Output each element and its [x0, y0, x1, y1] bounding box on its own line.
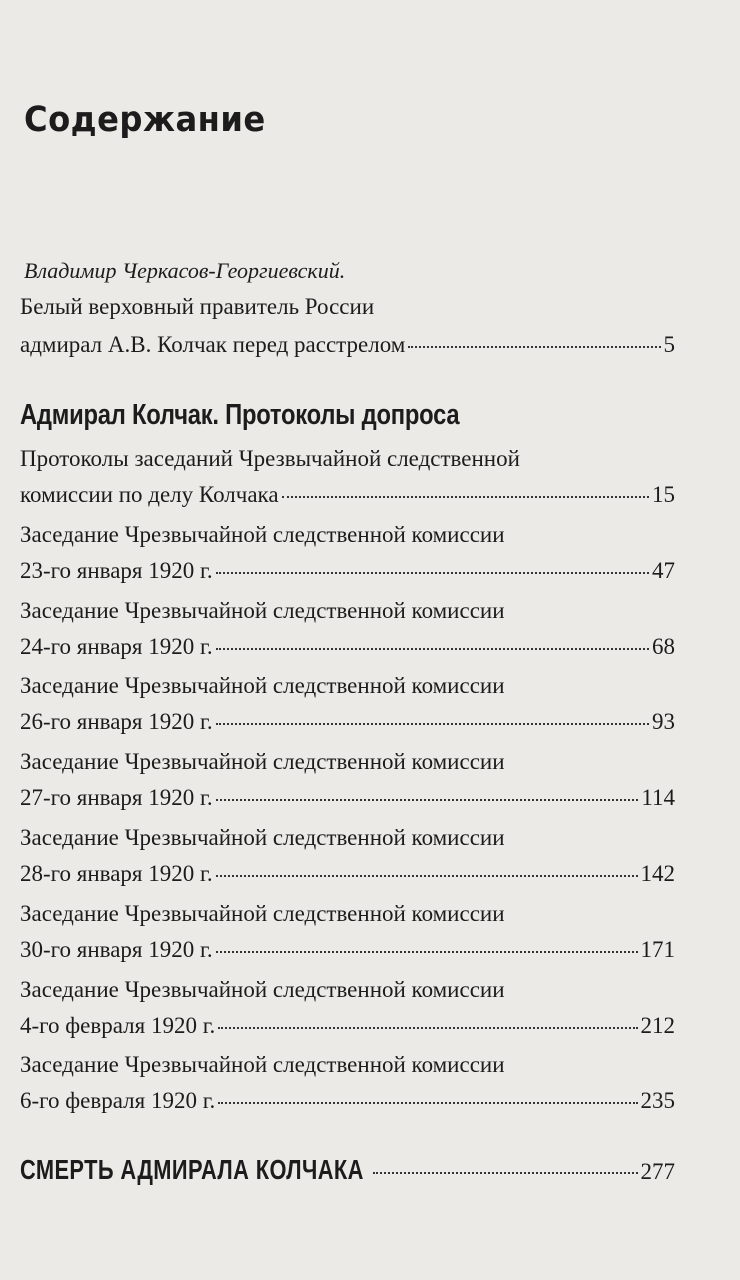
section-heading-interrogation: Адмирал Колчак. Протоколы допроса: [20, 399, 460, 431]
dot-leader: [216, 951, 638, 953]
toc-entry-title: Заседание Чрезвычайной следственной комиссии: [20, 749, 505, 774]
toc-entry-page-number: 93: [652, 709, 675, 734]
toc-entry-date: 23-го января 1920 г.: [20, 558, 213, 583]
toc-entry[interactable]: [20, 1086, 675, 1116]
toc-entry-title: Заседание Чрезвычайной следственной комиссии: [20, 977, 505, 1002]
toc-entry[interactable]: [20, 480, 675, 510]
toc-entry-title: Заседание Чрезвычайной следственной комиссии: [20, 825, 505, 850]
toc-entry-title: Заседание Чрезвычайной следственной комиссии: [20, 1052, 505, 1077]
toc-entry-page-number: 171: [640, 937, 675, 962]
toc-entry-title: Заседание Чрезвычайной следственной комиссии: [20, 901, 505, 926]
dot-leader: [408, 346, 660, 348]
toc-entry[interactable]: [20, 707, 675, 737]
toc-entry-page-number: 212: [640, 1013, 675, 1038]
dot-leader: [282, 496, 649, 498]
section-entry-death[interactable]: [20, 1154, 675, 1186]
toc-entry-date: 26-го января 1920 г.: [20, 709, 213, 734]
intro-title-line1: Белый верховный правитель России: [20, 294, 375, 319]
toc-entry[interactable]: [20, 1011, 675, 1041]
intro-author: Владимир Черкасов-Георгиевский.: [24, 258, 346, 283]
toc-entry[interactable]: [20, 935, 675, 965]
intro-entry[interactable]: [20, 330, 675, 360]
toc-entry[interactable]: [20, 783, 675, 813]
dot-leader: [216, 572, 649, 574]
intro-page-number: 5: [663, 332, 675, 357]
toc-entry-title: Протоколы заседаний Чрезвычайной следственной: [20, 446, 520, 471]
dot-leader: [216, 875, 638, 877]
section-death-page-number: 277: [640, 1159, 675, 1184]
section-heading-death: СМЕРТЬ АДМИРАЛА КОЛЧАКА: [20, 1154, 364, 1185]
toc-entry[interactable]: [20, 632, 675, 662]
toc-entry-date: комиссии по делу Колчака: [20, 482, 279, 507]
page-title: Содержание: [24, 100, 266, 140]
toc-entry-title: Заседание Чрезвычайной следственной комиссии: [20, 522, 505, 547]
toc-entry-date: 30-го января 1920 г.: [20, 937, 213, 962]
toc-entry-title: Заседание Чрезвычайной следственной комиссии: [20, 673, 505, 698]
toc-entry-page-number: 47: [652, 558, 675, 583]
dot-leader: [218, 1027, 637, 1029]
toc-entry[interactable]: [20, 859, 675, 889]
dot-leader: [218, 1102, 637, 1104]
toc-entry-page-number: 235: [640, 1088, 675, 1113]
toc-entry-date: 4-го февраля 1920 г.: [20, 1013, 216, 1038]
toc-entry-date: 28-го января 1920 г.: [20, 861, 213, 886]
toc-entry-title: Заседание Чрезвычайной следственной комиссии: [20, 598, 505, 623]
intro-title-line2: адмирал А.В. Колчак перед расстрелом: [20, 332, 406, 357]
dot-leader: [373, 1172, 638, 1174]
toc-entry-page-number: 142: [640, 861, 675, 886]
toc-entry[interactable]: [20, 556, 675, 586]
toc-entry-date: 24-го января 1920 г.: [20, 634, 213, 659]
toc-entry-page-number: 68: [652, 634, 675, 659]
toc-entry-date: 6-го февраля 1920 г.: [20, 1088, 216, 1113]
dot-leader: [216, 648, 649, 650]
toc-entry-date: 27-го января 1920 г.: [20, 785, 213, 810]
dot-leader: [216, 799, 639, 801]
toc-entry-page-number: 114: [641, 785, 675, 810]
toc-entry-page-number: 15: [652, 482, 675, 507]
dot-leader: [216, 723, 649, 725]
